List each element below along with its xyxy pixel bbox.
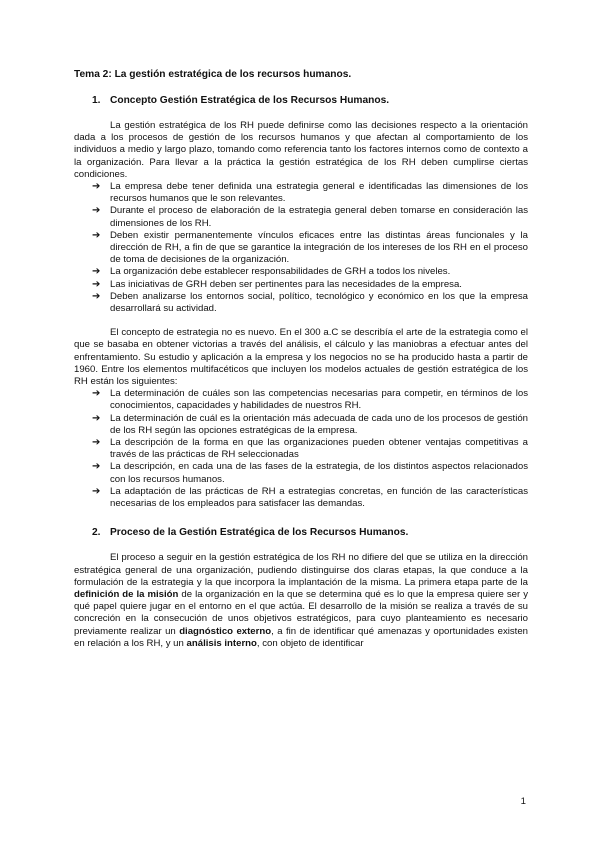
arrow-icon: ➔ <box>92 278 101 290</box>
document-title: Tema 2: La gestión estratégica de los recursos humanos. <box>74 69 352 80</box>
document-page <box>74 68 528 650</box>
page-number: 1 <box>520 796 526 807</box>
list-item: ➔ Las iniciativas de GRH deben ser pertinentes para las necesidades de la empresa. <box>92 278 462 290</box>
arrow-icon: ➔ <box>92 412 101 424</box>
section-2-paragraph: El proceso a seguir en la gestión estratégica de los RH no difiere del que se utiliza en la dirección estratégica general de una organización, pudiendo distinguirse dos claras etapas, la que conduce a la formulación de la estrategia y la que incorpora la implantación de la misma. La primera etapa parte de la definición de la misión de la organización en la que se determina qué es lo que la empresa quiere ser y qué papel quiere jugar en el entorno en el que actúa. El desarrollo de la misión se realiza a través de su concreción en la consecución de unos objetivos estratégicos, para cuyo planteamiento es necesario previamente realizar un diagnóstico externo, a fin de identificar qué amenazas y oportunidades existen en relación a los RH, y un análisis interno, con objeto de identificar <box>74 552 529 649</box>
arrow-icon: ➔ <box>92 181 101 193</box>
section-2-heading <box>74 526 528 539</box>
spacer <box>74 315 528 327</box>
arrow-icon: ➔ <box>92 461 101 473</box>
list-item: ➔ La determinación de cuáles son las competencias necesarias para competir, en términos de los conocimientos, capacidades y habilidades de nuestros RH. <box>92 388 528 412</box>
section-1-paragraph-1: La gestión estratégica de los RH puede definirse como las decisiones respecto a la orientación dada a los procesos de gestión de los recursos humanos y que afectan al comportamiento de los individuos a medio y largo plazo, tomando como referencia tanto los factores internos como de contexto a la organización. Para llevar a la práctica la gestión estratégica de los RH deben cumplirse ciertas condiciones. <box>74 120 528 180</box>
elements-list <box>74 388 528 510</box>
list-item: ➔ La descripción de la forma en que las organizaciones pueden obtener ventajas competitivas a través de las prácticas de RH seleccionadas <box>92 437 528 461</box>
arrow-icon: ➔ <box>92 485 101 497</box>
list-item: ➔ La determinación de cuál es la orientación más adecuada de cada uno de los procesos de gestión de los RH según las opciones estratégicas de la empresa. <box>92 412 528 436</box>
list-item: ➔ La organización debe establecer responsabilidades de GRH a todos los niveles. <box>92 266 451 278</box>
arrow-icon: ➔ <box>92 437 101 449</box>
list-item: ➔ Deben analizarse los entornos social, político, tecnológico y económico en los que la empresa desarrollará su actividad. <box>92 290 528 315</box>
bold-term: análisis interno <box>186 637 257 649</box>
bold-term: definición de la misión <box>74 588 179 600</box>
section-2-number: 2. <box>92 527 101 539</box>
arrow-icon: ➔ <box>92 266 101 278</box>
section-1-title: Concepto Gestión Estratégica de los Recursos Humanos. <box>110 95 390 106</box>
list-item: ➔ La empresa debe tener definida una estrategia general e identificadas las dimensiones de los recursos humanos que le son relevantes. <box>92 181 528 205</box>
list-item: ➔ La descripción, en cada una de las fases de la estrategia, de los distintos aspectos relacionados con los recursos humanos. <box>92 461 528 485</box>
arrow-icon: ➔ <box>92 229 101 241</box>
spacer <box>74 510 528 526</box>
arrow-icon: ➔ <box>92 388 101 400</box>
list-item: ➔ La adaptación de las prácticas de RH a estrategias concretas, en función de las características necesarias de los empleados para satisfacer las demandas. <box>92 485 528 510</box>
section-1-heading <box>74 94 528 107</box>
list-item: ➔ Durante el proceso de elaboración de la estrategia general deben tomarse en consideración las dimensiones de los RH. <box>92 205 528 229</box>
arrow-icon: ➔ <box>92 290 101 302</box>
list-item: ➔ Deben existir permanentemente vínculos eficaces entre las distintas áreas funcionales y la dirección de RH, a fin de que se garantice la integración de los intereses de los RH en el proceso de toma de decisiones de la organización. <box>92 229 528 266</box>
section-1-number: 1. <box>92 95 101 106</box>
arrow-icon: ➔ <box>92 205 101 217</box>
bold-term: diagnóstico externo <box>179 625 272 637</box>
section-1-paragraph-2: El concepto de estrategia no es nuevo. En el 300 a.C se describía el arte de la estrategia como el que se basaba en obtener victorias a través del análisis, el cálculo y las maniobras a efectuar antes del enfrentamiento. Su estudio y aplicación a la empresa y los negocios no se ha producido hasta a partir de 1960. Entre los elementos multifacéticos que incluyen los modelos actuales de gestión estratégica de los RH están los siguientes: <box>74 327 528 388</box>
section-2-title: Proceso de la Gestión Estratégica de los Recursos Humanos. <box>110 527 409 539</box>
conditions-list <box>74 181 528 315</box>
